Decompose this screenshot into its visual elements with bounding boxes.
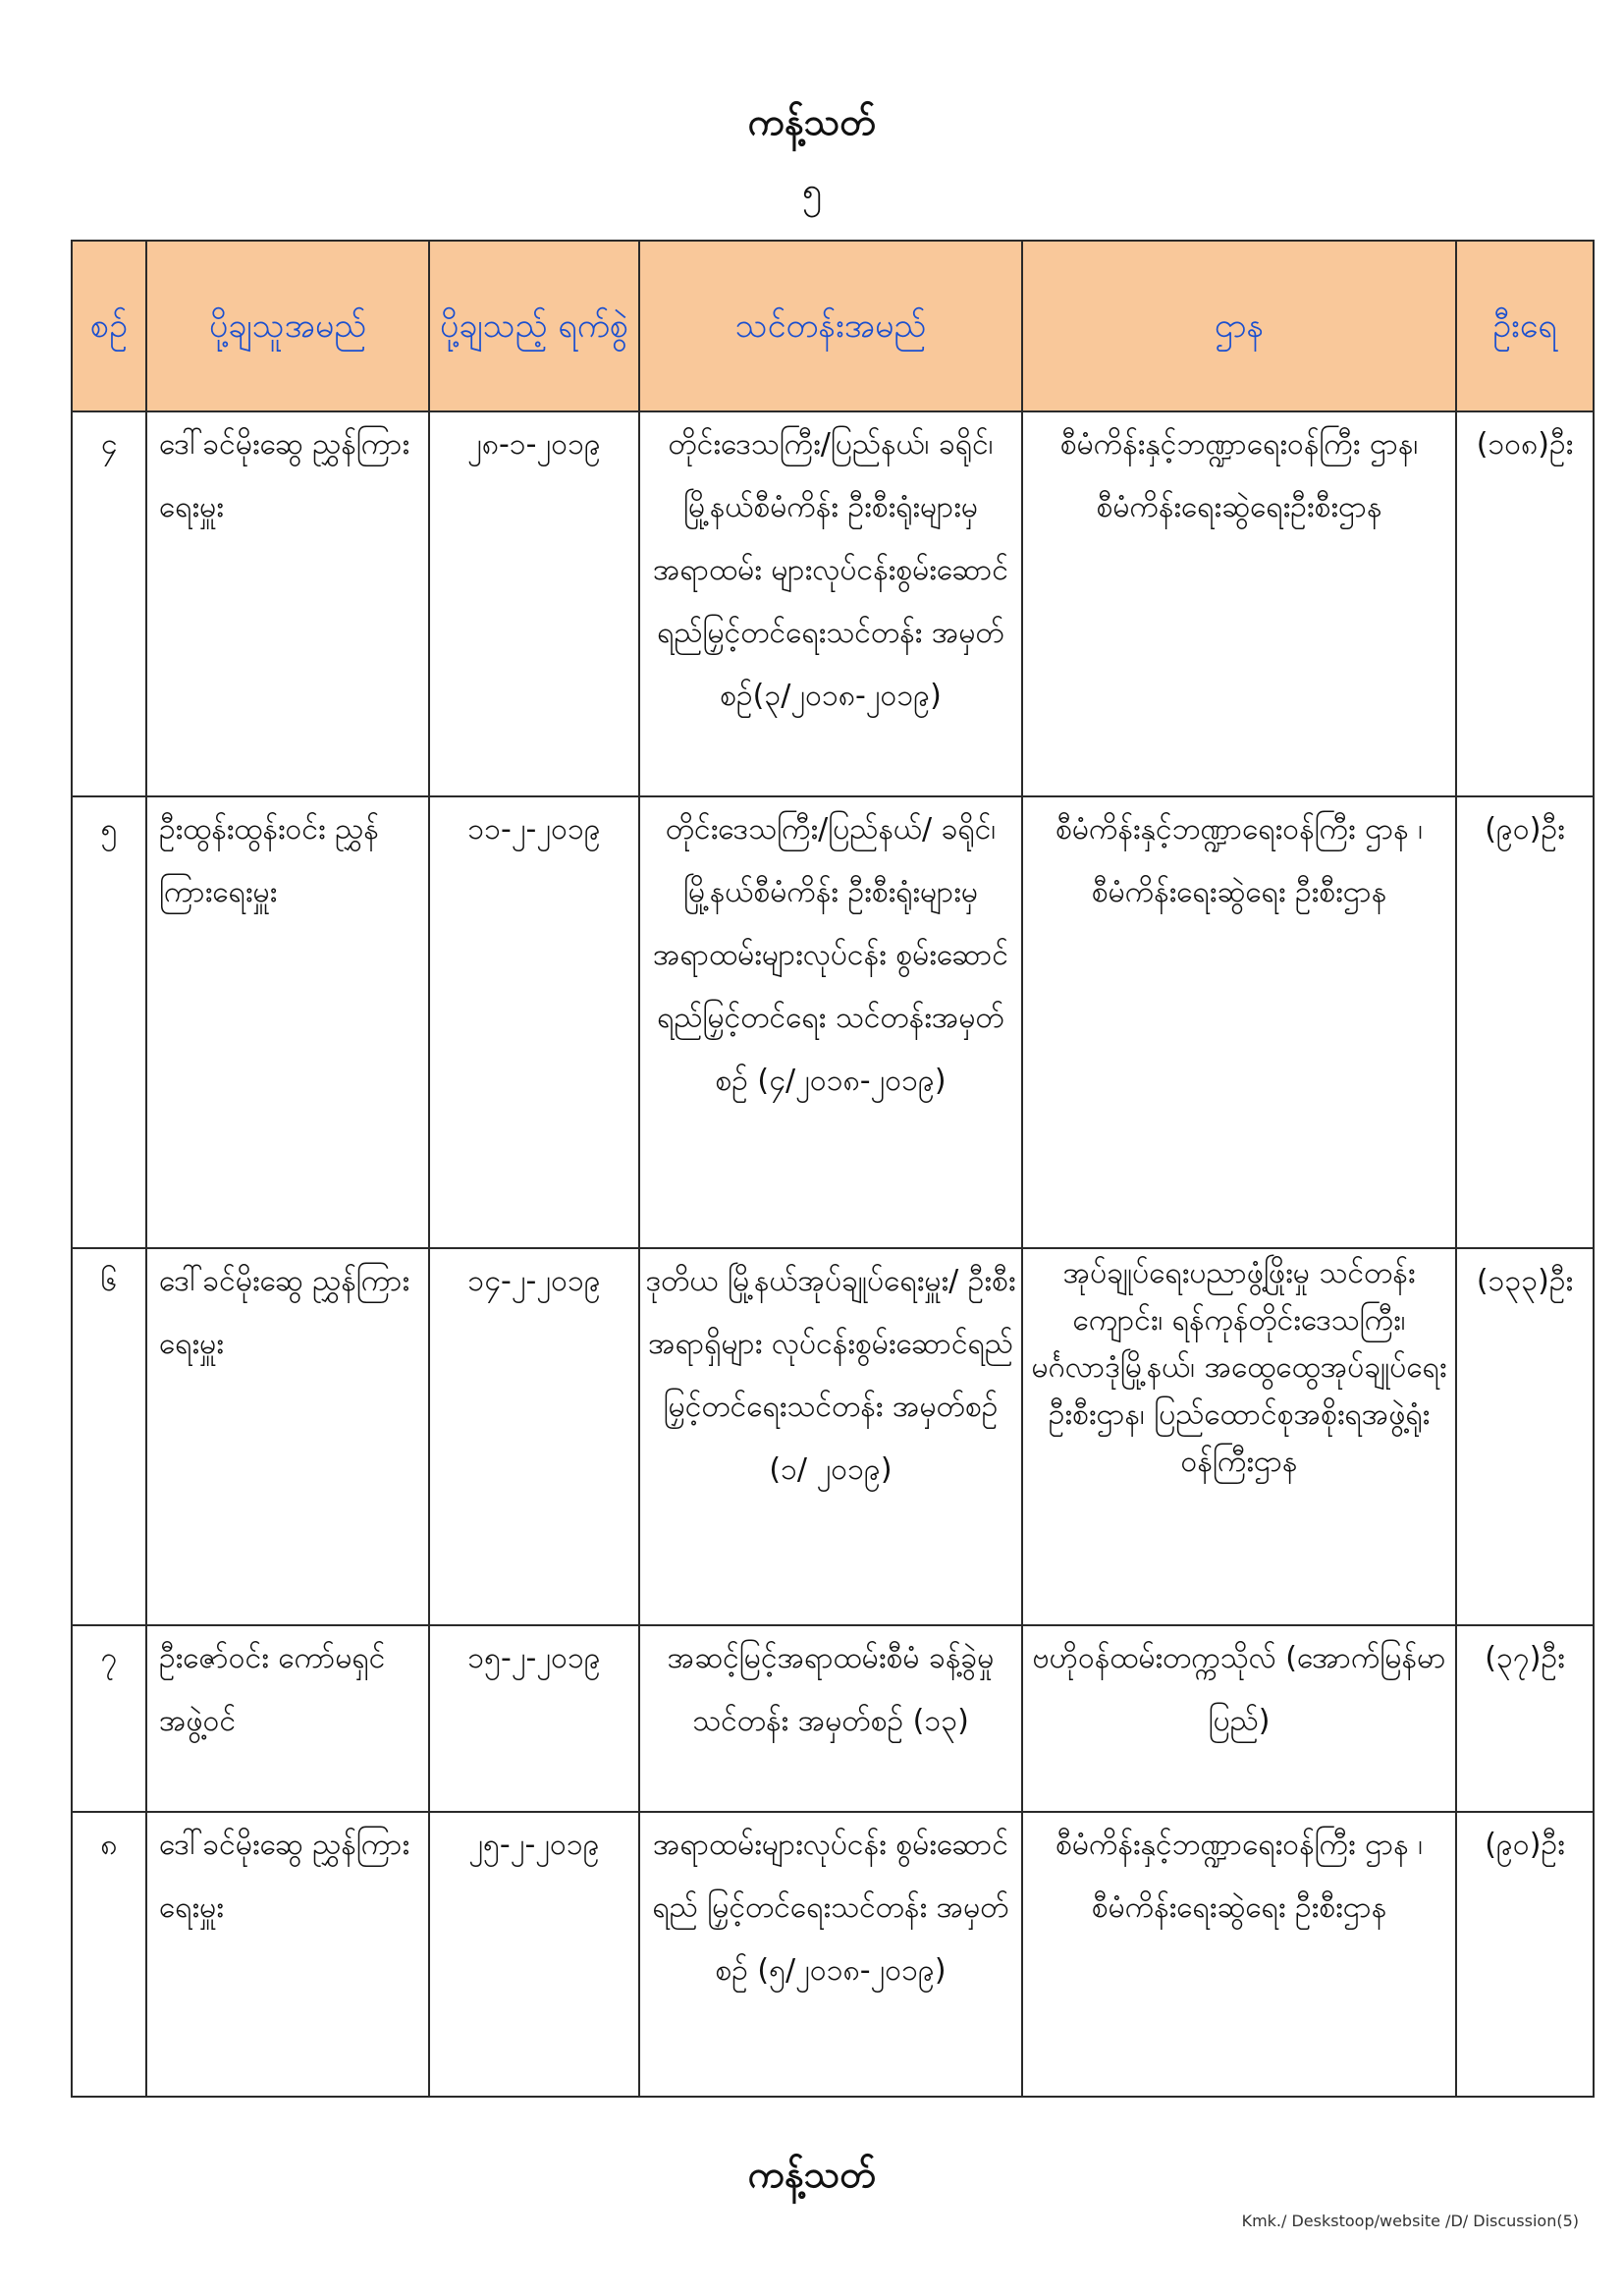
header-count: ဦးရေ [1456, 241, 1594, 411]
header-title: ကန့်သတ် [747, 100, 877, 143]
row-date: ၁၄-၂-၂၀၁၉ [429, 1248, 639, 1625]
table-row [72, 411, 1594, 796]
row-lecturer: ဒေါ်ခင်မိုးဆွေ ညွှန်ကြားရေးမှူး [146, 1812, 429, 2097]
row-date: ၂၅-၂-၂၀၁၉ [429, 1812, 639, 2097]
row-no: ၄ [72, 411, 146, 796]
table-row [72, 1625, 1594, 1812]
row-department: စီမံကိန်းနှင့်ဘဏ္ဍာရေးဝန်ကြီး ဌာန၊ စီမံကိန်းရေးဆွဲရေးဦးစီးဌာန [1022, 411, 1456, 796]
row-lecturer: ဦးထွန်းထွန်းဝင်း ညွှန်ကြားရေးမှူး [146, 796, 429, 1248]
header-lecturer-name: ပို့ချသူအမည် [146, 241, 429, 411]
row-no: ၈ [72, 1812, 146, 2097]
row-count: (၁၀၈)ဦး [1456, 411, 1594, 796]
row-course: တိုင်းဒေသကြီး/ပြည်နယ်၊ ခရိုင်၊မြို့နယ်စီမံကိန်း ဦးစီးရုံးများမှ အရာထမ်း များလုပ်ငန်းစွမ်းဆောင် ရည်မြှင့်တင်ရေးသင်တန်း အမှတ်စဉ်(၃/၂၀၁၈-၂၀၁၉) [639, 411, 1022, 796]
header-no: စဉ် [72, 241, 146, 411]
row-lecturer: ဒေါ်ခင်မိုးဆွေ ညွှန်ကြားရေးမှူး [146, 411, 429, 796]
row-date: ၂၈-၁-၂၀၁၉ [429, 411, 639, 796]
footer-file-path: Kmk./ Deskstoop/website /D/ Discussion(5) [1241, 2212, 1579, 2230]
table-header-row [72, 241, 1594, 411]
header-course-name: သင်တန်းအမည် [639, 241, 1022, 411]
row-count: (၉၀)ဦး [1456, 1812, 1594, 2097]
row-lecturer: ဒေါ်ခင်မိုးဆွေ ညွှန်ကြားရေးမှူး [146, 1248, 429, 1625]
row-department: စီမံကိန်းနှင့်ဘဏ္ဍာရေးဝန်ကြီး ဌာန ၊ စီမံကိန်းရေးဆွဲရေး ဦးစီးဌာန [1022, 1812, 1456, 2097]
row-no: ၅ [72, 796, 146, 1248]
table-row [72, 1812, 1594, 2097]
row-no: ၆ [72, 1248, 146, 1625]
header-department: ဌာန [1022, 241, 1456, 411]
table-row [72, 1248, 1594, 1625]
table-row [72, 796, 1594, 1248]
row-course: အရာထမ်းများလုပ်ငန်း စွမ်းဆောင်ရည် မြှင့်တင်ရေးသင်တန်း အမှတ်စဉ် (၅/၂၀၁၈-၂၀၁၉) [639, 1812, 1022, 2097]
row-lecturer: ဦးဇော်ဝင်း ကော်မရှင်အဖွဲ့ဝင် [146, 1625, 429, 1812]
row-course: ဒုတိယ မြို့နယ်အုပ်ချုပ်ရေးမှူး/ ဦးစီးအရာရှိများ လုပ်ငန်းစွမ်းဆောင်ရည် မြှင့်တင်ရေးသင်တန်း အမှတ်စဉ် (၁/ ၂၀၁၉) [639, 1248, 1022, 1625]
page-number: ၅ [801, 171, 823, 211]
row-course: တိုင်းဒေသကြီး/ပြည်နယ်/ ခရိုင်၊ မြို့နယ်စီမံကိန်း ဦးစီးရုံးများမှ အရာထမ်းများလုပ်ငန်း စွမ်းဆောင်ရည်မြှင့်တင်ရေး သင်တန်းအမှတ်စဉ် (၄/၂၀၁၈-၂၀၁၉) [639, 796, 1022, 1248]
row-department: ဗဟိုဝန်ထမ်းတက္ကသိုလ် (အောက်မြန်မာပြည်) [1022, 1625, 1456, 1812]
row-count: (၃၇)ဦး [1456, 1625, 1594, 1812]
row-count: (၉၀)ဦး [1456, 796, 1594, 1248]
row-department: စီမံကိန်းနှင့်ဘဏ္ဍာရေးဝန်ကြီး ဌာန ၊ စီမံကိန်းရေးဆွဲရေး ဦးစီးဌာန [1022, 796, 1456, 1248]
footer-title: ကန့်သတ် [747, 2153, 877, 2196]
row-department: အုပ်ချုပ်ရေးပညာဖွံ့ဖြိုးမှု သင်တန်းကျောင်း၊ ရန်ကုန်တိုင်းဒေသကြီး၊ မင်္ဂလာဒုံမြို့နယ်၊ အထွေထွေအုပ်ချုပ်ရေးဦးစီးဌာန၊ ပြည်ထောင်စုအစိုးရအဖွဲ့ရုံး ဝန်ကြီးဌာန [1022, 1248, 1456, 1625]
row-no: ၇ [72, 1625, 146, 1812]
row-course: အဆင့်မြင့်အရာထမ်းစီမံ ခန့်ခွဲမှုသင်တန်း အမှတ်စဉ် (၁၃) [639, 1625, 1022, 1812]
header-date: ပို့ချသည့် ရက်စွဲ [429, 241, 639, 411]
row-date: ၁၅-၂-၂၀၁၉ [429, 1625, 639, 1812]
training-table [71, 240, 1595, 2098]
row-count: (၁၃၃)ဦး [1456, 1248, 1594, 1625]
row-date: ၁၁-၂-၂၀၁၉ [429, 796, 639, 1248]
